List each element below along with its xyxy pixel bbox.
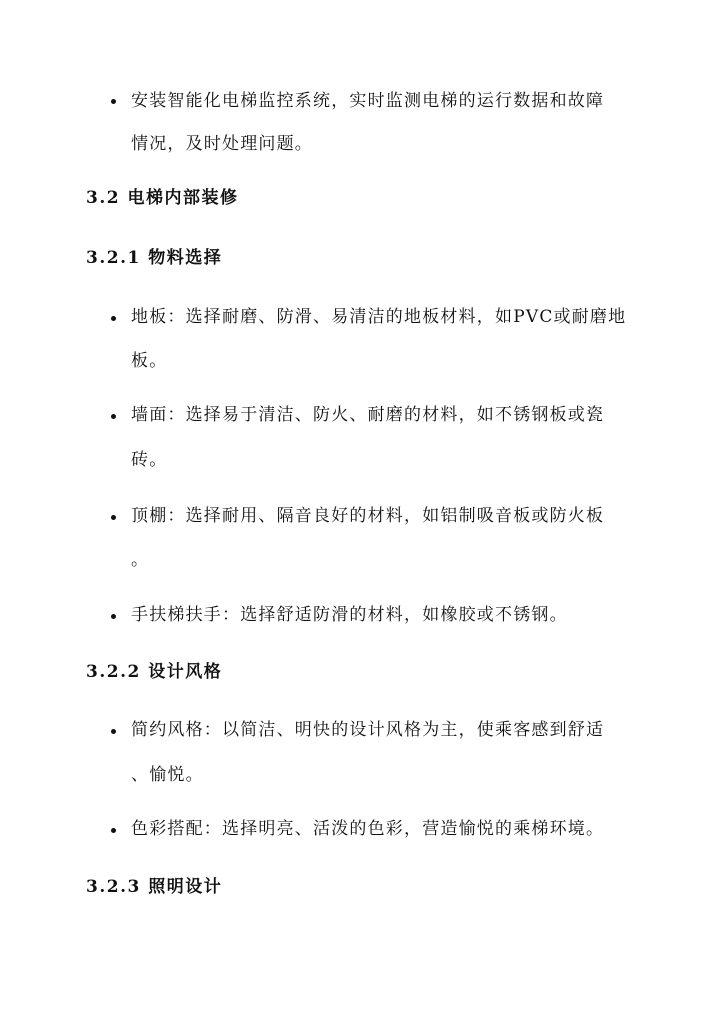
bullet-line: 手扶梯扶手：选择舒适防滑的材料，如橡胶或不锈钢。 bbox=[131, 605, 568, 625]
bullet-line: 情况，及时处理问题。 bbox=[131, 134, 313, 154]
bullet-dot bbox=[111, 414, 116, 419]
subsection-heading: 3.2.3 照明设计 bbox=[86, 877, 223, 897]
section-heading: 3.2 电梯内部装修 bbox=[86, 188, 239, 208]
bullet-line: 砖。 bbox=[131, 450, 168, 470]
bullet-dot bbox=[111, 515, 116, 520]
bullet-dot bbox=[111, 828, 116, 833]
subsection-heading: 3.2.2 设计风格 bbox=[86, 662, 223, 682]
bullet-line: 地板：选择耐磨、防滑、易清洁的地板材料，如PVC或耐磨地 bbox=[131, 307, 627, 327]
bullet-dot bbox=[111, 729, 116, 734]
bullet-dot bbox=[111, 316, 116, 321]
bullet-line: 板。 bbox=[131, 351, 168, 371]
bullet-line: 安装智能化电梯监控系统，实时监测电梯的运行数据和故障 bbox=[131, 91, 605, 111]
bullet-dot bbox=[111, 99, 116, 104]
bullet-line: 色彩搭配：选择明亮、活泼的色彩，营造愉悦的乘梯环境。 bbox=[131, 819, 605, 839]
bullet-line: 简约风格：以简洁、明快的设计风格为主，使乘客感到舒适 bbox=[131, 720, 605, 740]
subsection-heading: 3.2.1 物料选择 bbox=[86, 248, 223, 268]
bullet-line: 。 bbox=[131, 550, 150, 570]
bullet-dot bbox=[111, 614, 116, 619]
bullet-line: 顶棚：选择耐用、隔音良好的材料，如铝制吸音板或防火板 bbox=[131, 506, 605, 526]
bullet-line: 、愉悦。 bbox=[131, 765, 204, 785]
bullet-line: 墙面：选择易于清洁、防火、耐磨的材料，如不锈钢板或瓷 bbox=[131, 405, 605, 425]
